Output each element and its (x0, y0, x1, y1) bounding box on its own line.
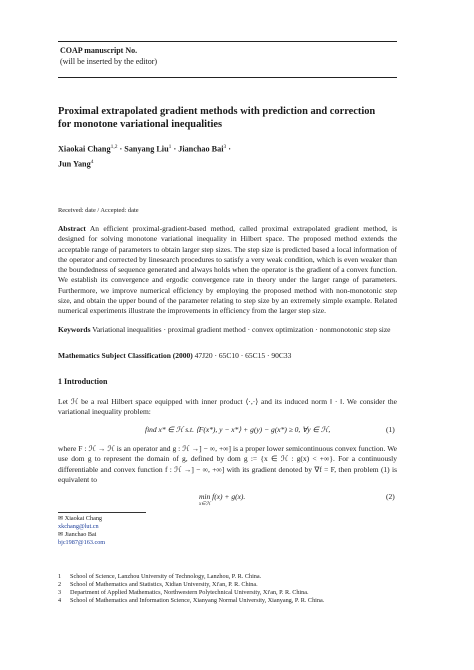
corresponding-author-1 (58, 515, 397, 523)
intro-paragraph-2 (58, 444, 397, 485)
equation-2 (199, 492, 245, 506)
section-heading: 1 Introduction (58, 377, 108, 386)
paper-title (58, 105, 418, 131)
affiliation-item (58, 597, 397, 605)
contact-name: Xiaokai Chang (64, 515, 103, 522)
msc-classification (58, 351, 397, 361)
author-name: Sanyang Liu (124, 144, 169, 154)
author-affil-sup: 1,2 (110, 144, 118, 150)
envelope-icon: ✉ (58, 515, 64, 522)
affiliation-item (58, 589, 397, 597)
affiliation-text: School of Mathematics and Statistics, Xidian University, Xi'an, P. R. China. (70, 581, 258, 589)
footnote-divider (58, 512, 146, 513)
author-separator: · (119, 144, 123, 154)
author-name: Jun Yang (58, 159, 91, 169)
affiliation-item (58, 573, 397, 581)
author-separator: · (228, 144, 232, 154)
msc-codes: 47J20 · 65C10 · 65C15 · 90C33 (194, 351, 292, 360)
intro-paragraph-2-text: where F : ℋ → ℋ is an operator and g : ℋ →] − ∞, +∞] is a proper lower semicontinuous convex function. We use dom g to represent the domain of g, defined by dom g := {x ∈ ℋ : g(x) < +∞}. For a continuously differentiable and convex function f : ℋ →] − ∞, +∞] with its gradient denoted by ∇f = F, then problem (1) is equivalent to (58, 444, 397, 484)
manuscript-header-box (58, 41, 397, 78)
author-name: Jianchao Bai (178, 144, 224, 154)
equation-2-number: (2) (386, 492, 395, 501)
equation-2-body: min f(x) + g(x). (199, 492, 246, 501)
author-affil-sup: 4 (90, 158, 94, 165)
affiliation-text: Department of Applied Mathematics, Northwestern Polytechnical University, Xi'an, P. R. China. (70, 589, 309, 597)
affiliation-text: School of Mathematics and Information Science, Xianyang Normal University, Xianyang, P. R. China. (70, 597, 325, 605)
affiliation-list (58, 573, 397, 605)
contact-email[interactable]: bjc1987@163.com (58, 539, 106, 547)
affiliation-text: School of Science, Lanzhou University of Technology, Lanzhou, P. R. China. (70, 573, 262, 580)
affiliation-number: 3 (58, 589, 62, 597)
author-line-2 (58, 156, 398, 171)
author-separator: · (173, 144, 177, 154)
affiliation-number: 1 (58, 573, 62, 580)
contact-name: Jianchao Bai (64, 531, 97, 539)
abstract-label: Abstract (58, 224, 86, 233)
corresponding-authors (58, 515, 397, 547)
contact-email[interactable]: xkchang@lut.cn (58, 523, 99, 531)
manuscript-number-label: COAP manuscript No. (60, 46, 138, 55)
equation-2-subscript: x∈ℋ (199, 502, 211, 507)
keywords-label: Keywords (58, 325, 91, 334)
author-name: Xiaokai Chang (58, 144, 111, 154)
title-line-1: Proximal extrapolated gradient methods with prediction and correction (58, 106, 376, 117)
affiliation-item (58, 581, 397, 589)
intro-paragraph-1: Let ℋ be a real Hilbert space equipped with inner product ⟨·,·⟩ and its induced norm ‖ · ‖. We consider the variational inequality problem: (58, 397, 397, 417)
author-affil-sup: 1 (168, 144, 172, 150)
equation-1-number: (1) (386, 425, 395, 434)
corresponding-author-2 (58, 531, 397, 539)
envelope-icon: ✉ (58, 531, 64, 539)
author-line-1 (58, 141, 398, 156)
msc-label: Mathematics Subject Classification (2000) (58, 351, 193, 360)
equation-1: find x* ∈ ℋ s.t. ⟨F(x*), y − x*⟩ + g(y) − g(x*) ≥ 0, ∀y ∈ ℋ, (145, 425, 331, 434)
received-date: Received: date / Accepted: date (58, 207, 139, 214)
keywords-text: Variational inequalities · proximal gradient method · convex optimization · nonmonotonic step size (92, 325, 391, 334)
author-affil-sup: 3 (223, 144, 227, 150)
abstract-text: An efficient proximal-gradient-based method, called proximal extrapolated gradient method, is designed for solving monotone variational inequality in Hilbert space. The proposed method extends the acceptable range of parameters to obtain larger step sizes. The step size is predicted based a local information of the operator and corrected by linesearch procedures to satisfy a very weak condition, which is even weaker than the boundedness of sequence generated and always holds when the operator is the gradient of a convex function. We establish its convergence and ergodic convergence rate in theory under the larger range of parameters. Furthermore, we improve numerical efficiency by employing the proposed method with non-monotonic step size, and obtain the upper bound of the parameter relating to step size by an extremely simple example. Related numerical experiments illustrate the improvements in efficiency from the larger step size. (58, 224, 397, 316)
title-line-2: for monotone variational inequalities (58, 119, 223, 130)
affiliation-number: 4 (58, 597, 62, 605)
author-list (58, 141, 398, 170)
affiliation-number: 2 (58, 581, 62, 589)
editor-note: (will be inserted by the editor) (60, 57, 158, 66)
abstract (58, 224, 397, 317)
keywords (58, 325, 397, 335)
